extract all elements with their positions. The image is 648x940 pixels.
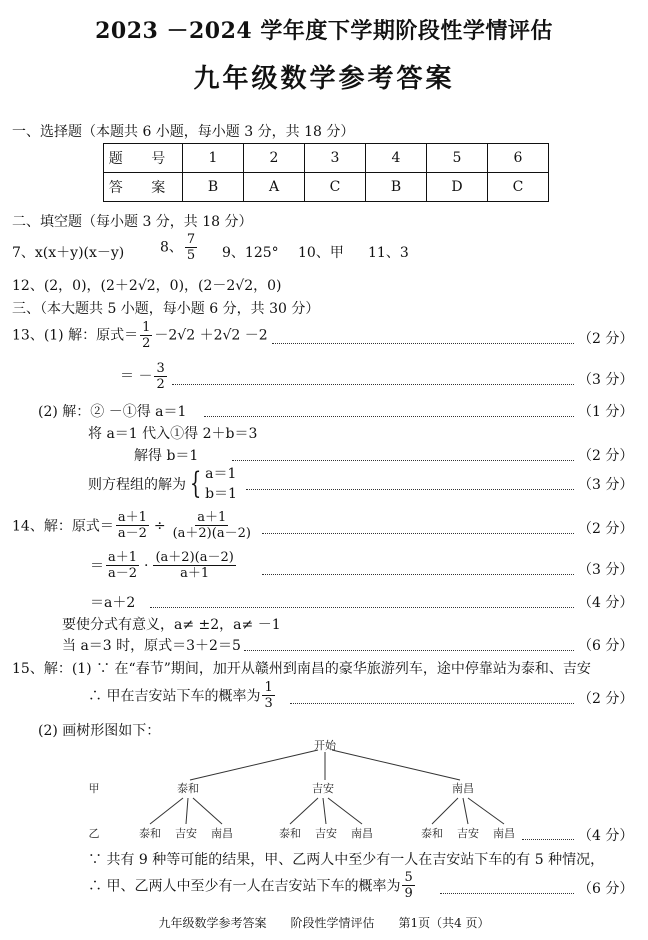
tree-edge <box>150 798 183 824</box>
table-cell: D <box>427 173 488 202</box>
answer-table <box>103 143 549 202</box>
table-cell: 2 <box>244 144 305 173</box>
fraction-numerator: (a＋2)(a－2) <box>155 550 234 565</box>
q13-1-suffix: －2√2 ＋2√2 －2 <box>154 327 268 344</box>
q15-2-prefix: ∴ 甲、乙两人中至少有一人在吉安站下车的概率为 <box>88 878 401 895</box>
dot-leader <box>204 416 574 417</box>
fraction <box>262 680 274 711</box>
document-title: 2023 －2024 学年度下学期阶段性学情评估 <box>95 18 553 44</box>
table-cell: C <box>488 173 549 202</box>
fraction-denominator: 2 <box>156 377 165 392</box>
tree-leaf: 南昌 <box>493 827 515 840</box>
q13-2-line-4 <box>88 464 237 504</box>
document-subtitle: 九年级数学参考答案 <box>193 64 455 94</box>
q14-prefix: 14、解：原式＝ <box>12 518 114 535</box>
dot-leader <box>150 607 574 608</box>
answer-q11: 11、3 <box>368 245 409 261</box>
operator: · <box>144 557 149 574</box>
answer-q8-label: 8、 <box>160 239 183 256</box>
tree-edge <box>193 798 222 824</box>
tree-node: 吉安 <box>312 782 334 795</box>
tree-edge <box>186 798 188 824</box>
tree-node: 泰和 <box>177 782 199 795</box>
score-label: （2 分） <box>578 521 634 537</box>
tree-edge <box>190 750 318 780</box>
section-1-heading: 一、选择题（本题共 6 小题，每小题 3 分，共 18 分） <box>12 124 355 140</box>
tree-edge <box>328 798 362 824</box>
q15-2-line-2: ∵ 共有 9 种等可能的结果，甲、乙两人中至少有一人在吉安站下车的有 5 种情况， <box>88 852 605 868</box>
dot-leader <box>262 533 574 534</box>
equation-line: a＝1 <box>205 466 237 482</box>
dot-leader <box>172 384 574 385</box>
tree-label-jia: 甲 <box>88 782 100 795</box>
fraction-denominator: a＋1 <box>180 566 210 581</box>
fraction-numerator: 1 <box>264 680 273 695</box>
q14-line-3: ＝a＋2 <box>90 595 136 611</box>
tree-edge <box>332 750 460 780</box>
dot-leader <box>440 893 574 894</box>
table-cell: 3 <box>305 144 366 173</box>
fraction <box>171 510 253 541</box>
tree-leaf: 吉安 <box>315 827 337 840</box>
q13-1-line-1 <box>12 320 268 351</box>
answer-q8 <box>160 232 199 263</box>
dot-leader <box>272 343 574 344</box>
dot-leader <box>522 839 574 840</box>
q14-line-1 <box>12 510 255 541</box>
fraction-denominator: 2 <box>142 336 151 351</box>
answer-q9: 9、125° <box>222 245 279 261</box>
page-footer: 九年级数学参考答案 阶段性学情评估 第1页（共4 页） <box>158 916 490 930</box>
dot-leader <box>246 489 574 490</box>
score-label: （3 分） <box>578 477 634 493</box>
fraction-numerator: 3 <box>156 361 165 376</box>
q13-2-line-3: 解得 b＝1 <box>134 448 199 464</box>
q15-1-prefix: ∴ 甲在吉安站下车的概率为 <box>88 688 261 705</box>
q13-2-solution-prefix: 则方程组的解为 <box>88 477 186 493</box>
tree-diagram <box>0 738 648 842</box>
fraction-denominator: a－2 <box>117 526 147 541</box>
table-cell: 4 <box>366 144 427 173</box>
q13-2-line-2: 将 a＝1 代入①得 2＋b＝3 <box>88 426 258 442</box>
tree-edge <box>290 798 318 824</box>
answer-q7: 7、x(x＋y)(x－y) <box>12 245 125 261</box>
table-cell: 1 <box>183 144 244 173</box>
tree-leaf: 泰和 <box>139 827 161 840</box>
equation-line: b＝1 <box>205 486 237 502</box>
tree-edge <box>432 798 458 824</box>
q15-1-line-2 <box>88 680 277 711</box>
fraction <box>153 550 235 581</box>
fraction-numerator: a＋1 <box>108 550 138 565</box>
dot-leader <box>232 460 574 461</box>
fraction-numerator: a＋1 <box>117 510 147 525</box>
score-label: （2 分） <box>578 331 634 347</box>
equation-system <box>205 464 237 504</box>
tree-leaf: 吉安 <box>457 827 479 840</box>
q14-line-2 <box>90 550 238 581</box>
fraction-denominator: (a＋2)(a－2) <box>172 526 251 541</box>
table-cell: C <box>305 173 366 202</box>
tree-edge <box>463 798 468 824</box>
tree-leaf: 南昌 <box>211 827 233 840</box>
fraction <box>185 232 197 263</box>
fraction-numerator: 1 <box>142 320 151 335</box>
fraction-denominator: 9 <box>404 886 413 901</box>
q15-2-line-3 <box>88 870 417 901</box>
q13-1-line-2 <box>120 361 169 392</box>
table-cell: 6 <box>488 144 549 173</box>
tree-node: 南昌 <box>452 782 474 795</box>
table-cell: B <box>183 173 244 202</box>
section-2-heading: 二、填空题（每小题 3 分，共 18 分） <box>12 214 253 230</box>
q13-1-prefix: 13、(1) 解：原式＝ <box>12 327 139 344</box>
fraction-denominator: 3 <box>264 696 273 711</box>
table-row <box>104 144 549 173</box>
fraction <box>140 320 152 351</box>
score-label: （6 分） <box>578 638 634 654</box>
q14-line-5: 当 a＝3 时，原式＝3＋2＝5 <box>62 638 241 654</box>
table-header-cell: 题 号 <box>104 144 183 173</box>
q14-equals: ＝ <box>90 558 104 575</box>
tree-leaf: 南昌 <box>351 827 373 840</box>
score-label: （2 分） <box>578 691 634 707</box>
fraction <box>106 550 139 581</box>
fraction-numerator: 7 <box>186 232 196 247</box>
score-label: （2 分） <box>578 448 634 464</box>
answer-q10: 10、甲 <box>298 245 344 261</box>
table-row <box>104 173 549 202</box>
table-cell: 5 <box>427 144 488 173</box>
q13-2-line-1: (2) 解：② －①得 a＝1 <box>38 404 187 420</box>
fraction <box>154 361 166 392</box>
fraction <box>116 510 149 541</box>
fraction-numerator: a＋1 <box>197 510 227 525</box>
fraction <box>402 870 414 901</box>
dot-leader <box>244 650 574 651</box>
dot-leader <box>262 574 574 575</box>
fraction-denominator: 5 <box>186 248 196 263</box>
score-label: （1 分） <box>578 404 634 420</box>
tree-edge <box>323 798 326 824</box>
fraction-denominator: a－2 <box>108 566 138 581</box>
q13-1-prefix-2: ＝ － <box>120 368 153 385</box>
tree-leaf: 泰和 <box>421 827 443 840</box>
brace: { <box>189 466 202 501</box>
fraction-numerator: 5 <box>404 870 413 885</box>
dot-leader <box>290 703 574 704</box>
score-label: （6 分） <box>578 881 634 897</box>
score-label: （4 分） <box>578 828 634 844</box>
operator: ÷ <box>153 517 166 534</box>
answer-q12: 12、(2，0)，(2＋2√2，0)，(2－2√2，0) <box>12 278 282 294</box>
score-label: （4 分） <box>578 595 634 611</box>
score-label: （3 分） <box>578 562 634 578</box>
tree-leaf: 泰和 <box>279 827 301 840</box>
q14-line-4: 要使分式有意义，a≠ ±2，a≠ －1 <box>62 617 281 633</box>
table-cell: B <box>366 173 427 202</box>
q15-2-line-1: (2) 画树形图如下： <box>38 723 161 739</box>
tree-edge <box>468 798 504 824</box>
table-header-cell: 答 案 <box>104 173 183 202</box>
section-3-heading: 三、（本大题共 5 小题，每小题 6 分，共 30 分） <box>12 301 320 317</box>
tree-label-yi: 乙 <box>88 827 100 840</box>
tree-leaf: 吉安 <box>175 827 197 840</box>
table-cell: A <box>244 173 305 202</box>
score-label: （3 分） <box>578 372 634 388</box>
tree-root: 开始 <box>314 739 336 752</box>
q15-1-line-1: 15、解：(1) ∵ 在“春节”期间，加开从赣州到南昌的豪华旅游列车，途中停靠站为泰和、吉安 <box>12 661 591 677</box>
